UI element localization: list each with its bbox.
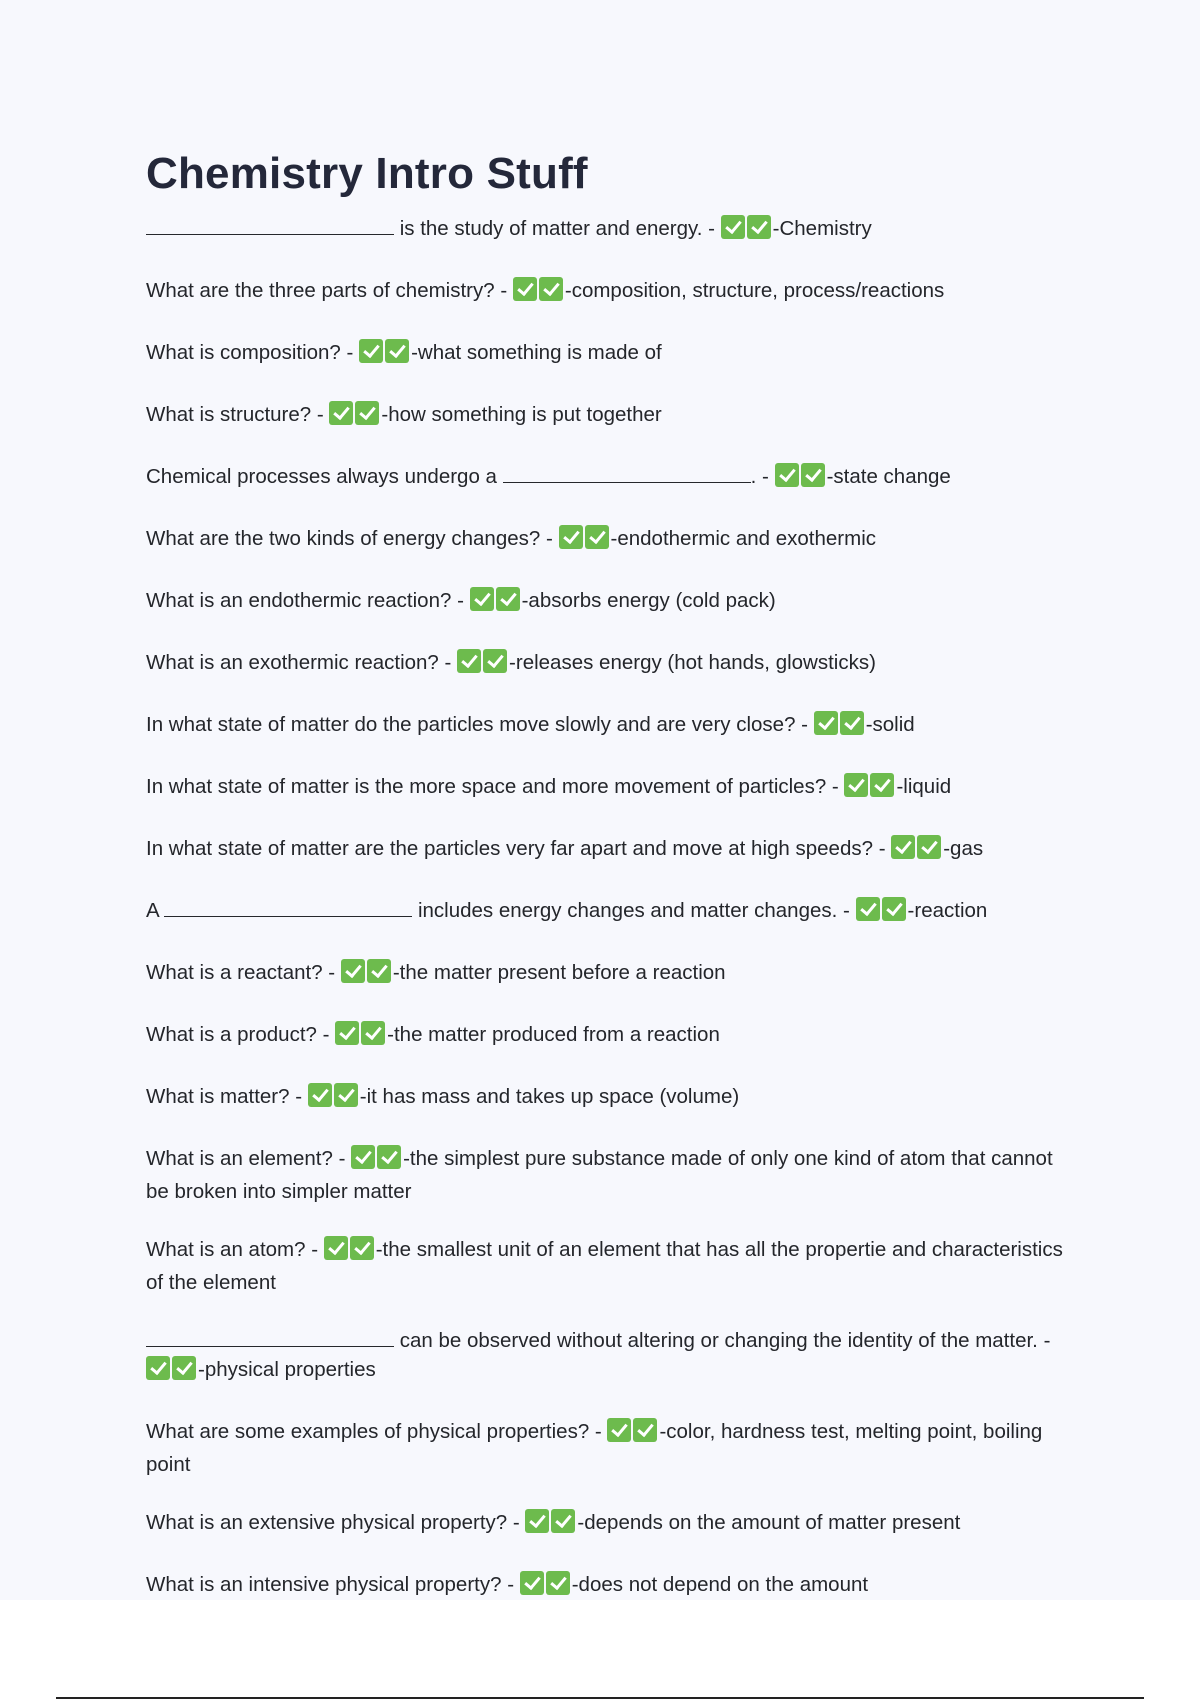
flashcard-item — [146, 896, 1076, 929]
check-mark-icon — [840, 711, 864, 735]
check-mark-icon — [585, 525, 609, 549]
answer-text: -the simplest pure substance made of only one kind of atom that cannot be broken into simpler matter — [146, 1147, 1053, 1203]
check-mark-icon — [891, 835, 915, 859]
flashcard-item — [146, 834, 1076, 867]
check-mark-icon — [844, 773, 868, 797]
check-mark-icon — [367, 959, 391, 983]
answer-marker — [814, 711, 866, 743]
answer-marker — [856, 897, 908, 929]
question-text: In what state of matter are the particles very far apart and move at high speeds? - — [146, 837, 892, 860]
answer-text: -Chemistry — [772, 217, 872, 240]
fill-in-blank — [164, 896, 412, 917]
page-title: Chemistry Intro Stuff — [146, 149, 588, 198]
check-mark-icon — [351, 1145, 375, 1169]
answer-text: -physical properties — [198, 1358, 376, 1381]
answer-text: -how something is put together — [381, 403, 662, 426]
check-mark-icon — [775, 463, 799, 487]
answer-marker — [359, 339, 411, 371]
check-mark-icon — [551, 1509, 575, 1533]
answer-marker — [513, 277, 565, 309]
flashcard-item — [146, 772, 1076, 805]
check-mark-icon — [856, 897, 880, 921]
answer-marker — [775, 463, 827, 495]
check-mark-icon — [801, 463, 825, 487]
check-mark-icon — [513, 277, 537, 301]
flashcard-item — [146, 1082, 1076, 1115]
flashcard-item — [146, 958, 1076, 991]
check-mark-icon — [457, 649, 481, 673]
check-mark-icon — [559, 525, 583, 549]
question-text: What is structure? - — [146, 403, 330, 426]
answer-marker — [329, 401, 381, 433]
flashcard-item — [146, 1570, 1076, 1603]
check-mark-icon — [870, 773, 894, 797]
check-mark-icon — [539, 277, 563, 301]
answer-text: -the matter present before a reaction — [392, 961, 726, 984]
check-mark-icon — [814, 711, 838, 735]
answer-text: -composition, structure, process/reactions — [564, 279, 945, 302]
answer-text: -the smallest unit of an element that has all the propertie and characteristics of the element — [146, 1238, 1063, 1294]
document-content — [146, 146, 1076, 1632]
answer-text: -gas — [943, 837, 984, 860]
check-mark-icon — [146, 1356, 170, 1380]
check-mark-icon — [350, 1236, 374, 1260]
question-text: A — [146, 899, 165, 922]
answer-marker — [891, 835, 943, 867]
question-text: What is an endothermic reaction? - — [146, 589, 470, 612]
flashcard-item — [146, 586, 1076, 619]
flashcard-item — [146, 710, 1076, 743]
check-mark-icon — [520, 1571, 544, 1595]
answer-marker — [308, 1083, 360, 1115]
flashcard-item — [146, 276, 1076, 309]
answer-text: -color, hardness test, melting point, boiling point — [146, 1420, 1043, 1476]
check-mark-icon — [633, 1418, 657, 1442]
question-text: What is an atom? - — [146, 1238, 324, 1261]
check-mark-icon — [917, 835, 941, 859]
answer-text: -depends on the amount of matter present — [577, 1511, 961, 1534]
flashcard-item — [146, 462, 1076, 495]
answer-marker — [341, 959, 393, 991]
answer-text: -releases energy (hot hands, glowsticks) — [509, 651, 876, 674]
answer-text: -solid — [865, 713, 915, 736]
flashcard-list — [146, 214, 1076, 1603]
check-mark-icon — [308, 1083, 332, 1107]
answer-marker — [844, 773, 896, 805]
answer-text: -state change — [826, 465, 951, 488]
answer-marker — [607, 1418, 659, 1450]
question-text: What is an element? - — [146, 1147, 352, 1170]
answer-text: -the matter produced from a reaction — [387, 1023, 720, 1046]
check-mark-icon — [355, 401, 379, 425]
flashcard-item — [146, 1020, 1076, 1053]
answer-marker — [324, 1236, 376, 1268]
answer-marker — [335, 1021, 387, 1053]
answer-marker — [721, 215, 773, 247]
question-text: What is a reactant? - — [146, 961, 341, 984]
answer-marker — [525, 1509, 577, 1541]
flashcard-item — [146, 338, 1076, 371]
question-text: What is an extensive physical property? - — [146, 1511, 526, 1534]
check-mark-icon — [335, 1021, 359, 1045]
question-text: What are some examples of physical properties? - — [146, 1420, 608, 1443]
question-text: Chemical processes always undergo a — [146, 465, 503, 488]
flashcard-item — [146, 1417, 1076, 1479]
check-mark-icon — [546, 1571, 570, 1595]
flashcard-item — [146, 1508, 1076, 1541]
check-mark-icon — [882, 897, 906, 921]
check-mark-icon — [329, 401, 353, 425]
question-text-after-blank: is the study of matter and energy. - — [394, 217, 721, 240]
question-text-after-blank: . - — [750, 465, 775, 488]
question-text: What are the two kinds of energy changes? - — [146, 527, 559, 550]
check-mark-icon — [324, 1236, 348, 1260]
answer-text: -does not depend on the amount — [571, 1573, 869, 1596]
answer-text: -what something is made of — [411, 341, 662, 364]
flashcard-item — [146, 524, 1076, 557]
flashcard-item — [146, 1326, 1076, 1388]
flashcard-item — [146, 214, 1076, 247]
check-mark-icon — [361, 1021, 385, 1045]
check-mark-icon — [525, 1509, 549, 1533]
answer-marker — [457, 649, 509, 681]
flashcard-item — [146, 648, 1076, 681]
question-text: In what state of matter do the particles move slowly and are very close? - — [146, 713, 814, 736]
question-text-after-blank: includes energy changes and matter changes. - — [412, 899, 856, 922]
answer-text: -endothermic and exothermic — [610, 527, 877, 550]
fill-in-blank — [146, 214, 394, 235]
check-mark-icon — [607, 1418, 631, 1442]
question-text: What is matter? - — [146, 1085, 308, 1108]
check-mark-icon — [747, 215, 771, 239]
question-text: In what state of matter is the more space and more movement of particles? - — [146, 775, 845, 798]
question-text: What is composition? - — [146, 341, 360, 364]
question-text: What is an exothermic reaction? - — [146, 651, 458, 674]
answer-marker — [146, 1356, 198, 1388]
answer-marker — [520, 1571, 572, 1603]
check-mark-icon — [385, 339, 409, 363]
question-text: What is a product? - — [146, 1023, 336, 1046]
check-mark-icon — [172, 1356, 196, 1380]
question-text-after-blank: can be observed without altering or changing the identity of the matter. - — [394, 1329, 1051, 1352]
flashcard-item — [146, 1235, 1076, 1297]
answer-marker — [470, 587, 522, 619]
check-mark-icon — [359, 339, 383, 363]
fill-in-blank — [503, 462, 751, 483]
check-mark-icon — [721, 215, 745, 239]
check-mark-icon — [341, 959, 365, 983]
check-mark-icon — [470, 587, 494, 611]
answer-text: -it has mass and takes up space (volume) — [359, 1085, 740, 1108]
answer-marker — [559, 525, 611, 557]
question-text: What is an intensive physical property? - — [146, 1573, 520, 1596]
answer-text: -reaction — [907, 899, 988, 922]
bottom-divider — [56, 1697, 1144, 1699]
flashcard-item — [146, 400, 1076, 433]
flashcard-item — [146, 1144, 1076, 1206]
answer-marker — [351, 1145, 403, 1177]
question-text: What are the three parts of chemistry? - — [146, 279, 513, 302]
check-mark-icon — [483, 649, 507, 673]
answer-text: -absorbs energy (cold pack) — [521, 589, 776, 612]
check-mark-icon — [334, 1083, 358, 1107]
fill-in-blank — [146, 1326, 394, 1347]
check-mark-icon — [377, 1145, 401, 1169]
answer-text: -liquid — [896, 775, 952, 798]
check-mark-icon — [496, 587, 520, 611]
